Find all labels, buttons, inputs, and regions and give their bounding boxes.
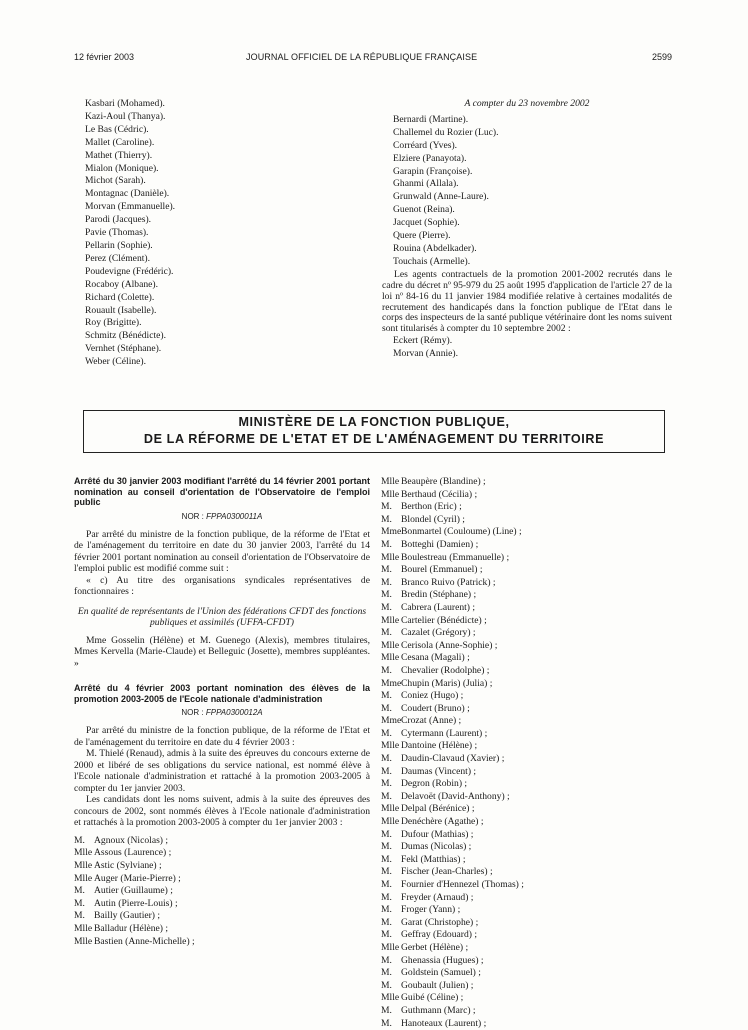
student-title: Mlle bbox=[381, 652, 400, 664]
student-title: M. bbox=[381, 601, 392, 613]
student-title: M. bbox=[74, 885, 85, 897]
top-right-name-list bbox=[382, 114, 672, 269]
name-entry: Roy (Brigitte). bbox=[85, 317, 142, 329]
name-entry: Corréard (Yves). bbox=[393, 139, 458, 151]
student-entry bbox=[381, 766, 661, 779]
name-entry: Rouault (Isabelle). bbox=[85, 304, 157, 316]
name-entry: Guenot (Reina). bbox=[393, 204, 455, 216]
name-entry: Morvan (Emmanuelle). bbox=[85, 201, 176, 213]
name-entry: Kazi-Aoul (Thanya). bbox=[85, 110, 166, 122]
student-name: Botteghi (Damien) ; bbox=[401, 538, 479, 550]
name-entry: Perez (Clément). bbox=[85, 252, 150, 264]
student-entry bbox=[381, 904, 661, 917]
student-entry bbox=[381, 740, 661, 753]
student-name: Crozat (Anne) ; bbox=[401, 715, 462, 727]
ministry-line-1: MINISTÈRE DE LA FONCTION PUBLIQUE, bbox=[238, 415, 510, 429]
student-name: Bourel (Emmanuel) ; bbox=[401, 564, 483, 576]
arrete-2-nor bbox=[74, 707, 370, 720]
student-entry bbox=[381, 564, 661, 577]
student-entry bbox=[381, 1018, 661, 1030]
name-entry: Pellarin (Sophie). bbox=[85, 239, 153, 251]
student-entry bbox=[381, 501, 661, 514]
student-entry bbox=[74, 835, 370, 848]
student-entry bbox=[381, 967, 661, 980]
student-title: M. bbox=[381, 702, 392, 714]
name-entry: Vernhet (Stéphane). bbox=[85, 343, 162, 355]
student-title: Mlle bbox=[381, 488, 400, 500]
name-entry: Elziere (Panayota). bbox=[393, 152, 467, 164]
arrete-1-para-1: Par arrêté du ministre de la fonction publique, de la réforme de l'Etat et de l'aménagement du territoire en date du 30 janvier 2003, l'arrêté du 14 février 2001 portant nomination au conseil d'orientation de l'Observatoire de l'emploi public est modifié comme suit : bbox=[74, 528, 370, 575]
student-name: Coniez (Hugo) ; bbox=[401, 690, 464, 702]
student-name: Coudert (Bruno) ; bbox=[401, 702, 470, 714]
student-name: Denéchère (Agathe) ; bbox=[401, 816, 484, 828]
student-name: Cazalet (Grégory) ; bbox=[401, 627, 476, 639]
student-title: M. bbox=[381, 765, 392, 777]
student-title: Mme bbox=[381, 677, 402, 689]
student-name: Delavoët (David-Anthony) ; bbox=[401, 790, 510, 802]
name-entry: Richard (Colette). bbox=[85, 291, 155, 303]
student-title: Mlle bbox=[381, 816, 400, 828]
student-name: Bastien (Anne-Michelle) ; bbox=[94, 935, 195, 947]
student-entry bbox=[74, 923, 370, 936]
student-name: Ghenassia (Hugues) ; bbox=[401, 954, 484, 966]
student-title: M. bbox=[381, 841, 392, 853]
student-entry bbox=[381, 652, 661, 665]
student-name: Fekl (Matthias) ; bbox=[401, 853, 466, 865]
name-entry: Eckert (Rémy). bbox=[393, 335, 453, 347]
student-title: M. bbox=[381, 879, 392, 890]
student-name: Astic (Sylviane) ; bbox=[94, 859, 162, 871]
student-title: Mlle bbox=[381, 992, 400, 1004]
name-entry: Schmitz (Bénédicte). bbox=[85, 330, 166, 342]
student-entry bbox=[381, 715, 661, 728]
student-title: M. bbox=[381, 627, 392, 639]
student-entry bbox=[74, 898, 370, 911]
student-entry bbox=[381, 703, 661, 716]
student-entry bbox=[381, 829, 661, 842]
student-name: Goldstein (Samuel) ; bbox=[401, 967, 481, 979]
name-entry: Bernardi (Martine). bbox=[393, 113, 469, 125]
left-column bbox=[74, 476, 370, 948]
arrete-1-nor bbox=[74, 511, 370, 524]
student-entry bbox=[381, 728, 661, 741]
student-name: Delpal (Bérénice) ; bbox=[401, 803, 475, 815]
student-name: Hanoteaux (Laurent) ; bbox=[401, 1017, 487, 1029]
name-entry: Rouina (Abdelkader). bbox=[393, 242, 477, 254]
name-entry: Rocaboy (Albane). bbox=[85, 278, 158, 290]
student-title: M. bbox=[381, 904, 392, 916]
student-name: Freyder (Arnaud) ; bbox=[401, 891, 474, 903]
student-title: Mlle bbox=[381, 941, 400, 953]
name-entry: Kasbari (Mohamed). bbox=[85, 98, 165, 109]
student-entry bbox=[381, 892, 661, 905]
student-title: Mlle bbox=[74, 922, 93, 934]
student-entry bbox=[381, 942, 661, 955]
header-date: 12 février 2003 bbox=[74, 52, 135, 62]
student-title: Mlle bbox=[381, 639, 400, 651]
student-name: Dumas (Nicolas) ; bbox=[401, 841, 472, 853]
student-name: Berthaud (Cécilia) ; bbox=[401, 488, 478, 500]
student-title: Mme bbox=[381, 526, 402, 538]
ministry-line-2: DE LA RÉFORME DE L'ETAT ET DE L'AMÉNAGEMENT DU TERRITOIRE bbox=[143, 432, 605, 446]
name-entry: Mialon (Monique). bbox=[85, 162, 159, 174]
student-title: M. bbox=[381, 1004, 392, 1016]
students-list-right bbox=[381, 476, 661, 1030]
student-title: M. bbox=[74, 834, 85, 846]
student-name: Guibé (Céline) ; bbox=[401, 992, 464, 1004]
student-entry bbox=[381, 929, 661, 942]
name-entry: Michot (Sarah). bbox=[85, 175, 146, 187]
student-title: M. bbox=[74, 910, 85, 922]
student-entry bbox=[381, 627, 661, 640]
student-name: Bredin (Stéphane) ; bbox=[401, 589, 477, 601]
student-entry bbox=[381, 841, 661, 854]
name-entry: Challemel du Rozier (Luc). bbox=[393, 126, 499, 138]
student-title: Mlle bbox=[74, 872, 93, 884]
student-title: M. bbox=[381, 538, 392, 550]
student-title: Mlle bbox=[381, 614, 400, 626]
ministry-banner bbox=[83, 410, 665, 453]
student-name: Cartelier (Bénédicte) ; bbox=[401, 614, 487, 626]
arrete-2-title: Arrêté du 4 février 2003 portant nomination des élèves de la promotion 2003-2005 de l'Ecole nationale d'administration bbox=[74, 683, 370, 704]
student-name: Daumas (Vincent) ; bbox=[401, 765, 477, 777]
student-name: Cytermann (Laurent) ; bbox=[401, 727, 488, 739]
student-entry bbox=[381, 753, 661, 766]
student-entry bbox=[381, 577, 661, 590]
student-name: Goubault (Julien) ; bbox=[401, 979, 474, 991]
student-title: M. bbox=[381, 501, 392, 513]
student-title: M. bbox=[381, 564, 392, 576]
student-entry bbox=[381, 690, 661, 703]
student-entry bbox=[381, 539, 661, 552]
student-title: M. bbox=[381, 790, 392, 802]
student-entry bbox=[381, 791, 661, 804]
student-name: Gerbet (Hélène) ; bbox=[401, 941, 469, 953]
student-name: Froger (Yann) ; bbox=[401, 904, 461, 916]
student-entry bbox=[381, 552, 661, 565]
student-entry bbox=[74, 873, 370, 886]
student-title: Mme bbox=[381, 715, 402, 727]
name-entry: Jacquet (Sophie). bbox=[393, 217, 460, 229]
student-entry bbox=[381, 665, 661, 678]
student-entry bbox=[381, 803, 661, 816]
student-name: Blondel (Cyril) ; bbox=[401, 513, 465, 525]
subheading-date: A compter du 23 novembre 2002 bbox=[464, 98, 590, 109]
student-name: Garat (Christophe) ; bbox=[401, 916, 479, 928]
student-entry bbox=[381, 866, 661, 879]
student-name: Branco Ruivo (Patrick) ; bbox=[401, 576, 496, 588]
student-name: Boulestreau (Emmanuelle) ; bbox=[401, 551, 510, 563]
student-name: Daudin-Clavaud (Xavier) ; bbox=[401, 753, 505, 765]
student-entry bbox=[74, 860, 370, 873]
student-entry bbox=[381, 778, 661, 791]
student-entry bbox=[74, 936, 370, 949]
nor-code: FPPA0300011A bbox=[206, 511, 263, 521]
student-name: Degron (Robin) ; bbox=[401, 778, 468, 790]
student-entry bbox=[381, 678, 661, 691]
name-entry: Morvan (Annie). bbox=[393, 348, 459, 360]
student-title: Mlle bbox=[74, 935, 93, 947]
student-title: M. bbox=[381, 828, 392, 840]
top-right-section bbox=[382, 98, 672, 361]
top-left-name-list bbox=[85, 98, 345, 369]
student-name: Bailly (Gautier) ; bbox=[94, 910, 161, 922]
student-title: Mlle bbox=[381, 476, 400, 487]
name-entry: Parodi (Jacques). bbox=[85, 214, 152, 226]
student-title: M. bbox=[381, 891, 392, 903]
student-entry bbox=[381, 1005, 661, 1018]
nor-label: NOR : bbox=[181, 511, 204, 521]
student-entry bbox=[381, 526, 661, 539]
student-name: Dufour (Mathias) ; bbox=[401, 828, 474, 840]
student-entry bbox=[74, 910, 370, 923]
student-entry bbox=[74, 847, 370, 860]
agents-paragraph: Les agents contractuels de la promotion 2001-2002 recrutés dans le cadre du décret nº 95-979 du 25 août 1995 d'application de l'article 27 de la loi nº 84-16 du 11 janvier 1984 modifiée relative à certaines modalités de recrutement des handicapés dans la fonction publique de l'Etat dans le corps des inspecteurs de la santé publique vétérinaire dont les noms suivent sont titularisés à compter du 10 septembre 2002 : bbox=[382, 268, 672, 335]
student-title: M. bbox=[381, 1017, 392, 1029]
student-name: Autier (Guillaume) ; bbox=[94, 885, 173, 897]
student-title: M. bbox=[381, 916, 392, 928]
student-name: Bonmartel (Couloume) (Line) ; bbox=[401, 526, 522, 538]
student-entry bbox=[381, 955, 661, 968]
student-title: M. bbox=[381, 929, 392, 941]
arrete-2-para-3: Les candidats dont les noms suivent, admis à la suite des épreuves des concours de 2002, sont nommés élèves à l'Ecole nationale d'administration et rattachés à la promotion 2003-2005 à compter du 1er janvier 2003 : bbox=[74, 794, 370, 829]
student-name: Assous (Laurence) ; bbox=[94, 847, 172, 859]
student-entry bbox=[74, 885, 370, 898]
arrete-2-para-1: Par arrêté du ministre de la fonction publique, de la réforme de l'Etat et de l'aménagement du territoire en date du 4 février 2003 : bbox=[74, 725, 370, 748]
name-entry: Montagnac (Danièle). bbox=[85, 188, 170, 200]
student-title: M. bbox=[381, 866, 392, 878]
student-name: Chevalier (Rodolphe) ; bbox=[401, 664, 490, 676]
student-name: Beaupère (Blandine) ; bbox=[401, 476, 486, 487]
student-name: Fournier d'Hennezel (Thomas) ; bbox=[401, 879, 524, 890]
student-entry bbox=[381, 640, 661, 653]
student-entry bbox=[381, 476, 661, 489]
student-name: Dantoine (Hélène) ; bbox=[401, 740, 478, 752]
student-entry bbox=[381, 917, 661, 930]
arrete-1-para-3: Mme Gosselin (Hélène) et M. Guenego (Alexis), membres titulaires, Mmes Kervella (Marie-Claude) et Belleguic (Josette), membres suppléantes. » bbox=[74, 634, 370, 669]
student-title: M. bbox=[381, 778, 392, 790]
student-name: Fischer (Jean-Charles) ; bbox=[401, 866, 493, 878]
name-entry: Weber (Céline). bbox=[85, 356, 147, 368]
student-name: Autin (Pierre-Louis) ; bbox=[94, 897, 178, 909]
student-title: M. bbox=[381, 979, 392, 991]
student-entry bbox=[381, 602, 661, 615]
student-title: M. bbox=[381, 664, 392, 676]
student-name: Auger (Marie-Pierre) ; bbox=[94, 872, 181, 884]
name-entry: Mathet (Thierry). bbox=[85, 149, 153, 161]
student-entry bbox=[381, 489, 661, 502]
student-name: Guthmann (Marc) ; bbox=[401, 1004, 476, 1016]
name-entry: Quere (Pierre). bbox=[393, 230, 451, 242]
student-name: Chupin (Maris) (Julia) ; bbox=[401, 677, 493, 689]
arrete-1-italic-heading: En qualité de représentants de l'Union des fédérations CFDT des fonctions publiques et assimilés (UFFA-CFDT) bbox=[77, 605, 367, 629]
student-title: Mlle bbox=[381, 551, 400, 563]
nor-code: FPPA0300012A bbox=[205, 708, 263, 718]
nor-label: NOR : bbox=[181, 708, 204, 718]
name-entry: Pavie (Thomas). bbox=[85, 227, 149, 239]
arrete-1-title: Arrêté du 30 janvier 2003 modifiant l'arrêté du 14 février 2001 portant nomination au conseil d'orientation de l'Observatoire de l'emploi public bbox=[74, 476, 370, 508]
student-title: Mlle bbox=[381, 740, 400, 752]
student-title: M. bbox=[381, 690, 392, 702]
student-entry bbox=[381, 615, 661, 628]
name-entry: Le Bas (Cédric). bbox=[85, 123, 149, 135]
student-name: Cabrera (Laurent) ; bbox=[401, 601, 476, 613]
header-journal-title: JOURNAL OFFICIEL DE LA RÉPUBLIQUE FRANÇAISE bbox=[246, 52, 478, 62]
header-page-number: 2599 bbox=[652, 52, 673, 62]
student-title: M. bbox=[381, 967, 392, 979]
name-entry: Touchais (Armelle). bbox=[393, 255, 471, 267]
student-entry bbox=[381, 980, 661, 993]
student-title: M. bbox=[381, 727, 392, 739]
student-name: Geffray (Edouard) ; bbox=[401, 929, 478, 941]
student-entry bbox=[381, 816, 661, 829]
student-name: Berthon (Eric) ; bbox=[401, 501, 462, 513]
students-list-left bbox=[74, 835, 370, 948]
student-entry bbox=[381, 589, 661, 602]
student-title: M. bbox=[381, 753, 392, 765]
name-entry: Grunwald (Anne-Laure). bbox=[393, 191, 489, 203]
student-title: M. bbox=[381, 576, 392, 588]
student-title: M. bbox=[381, 513, 392, 525]
name-entry: Garapin (Françoise). bbox=[393, 165, 473, 177]
name-entry: Poudevigne (Frédéric). bbox=[85, 265, 174, 277]
student-title: M. bbox=[74, 897, 85, 909]
student-name: Cesana (Magali) ; bbox=[401, 652, 470, 664]
student-name: Cerisola (Anne-Sophie) ; bbox=[401, 639, 498, 651]
student-entry bbox=[381, 514, 661, 527]
student-entry bbox=[381, 854, 661, 867]
student-name: Balladur (Hélène) ; bbox=[94, 922, 169, 934]
student-entry bbox=[381, 879, 661, 892]
name-entry: Ghanmi (Allala). bbox=[393, 178, 459, 190]
arrete-1-para-2: « c) Au titre des organisations syndicales représentatives de fonctionnaires : bbox=[74, 574, 370, 598]
student-name: Agnoux (Nicolas) ; bbox=[94, 834, 169, 846]
name-entry: Mallet (Caroline). bbox=[85, 136, 155, 148]
student-title: M. bbox=[381, 954, 392, 966]
student-title: Mlle bbox=[74, 859, 93, 871]
student-title: Mlle bbox=[381, 803, 400, 815]
student-title: Mlle bbox=[74, 847, 93, 859]
titularised-name-list bbox=[382, 335, 672, 361]
arrete-2-para-2: M. Thielé (Renaud), admis à la suite des épreuves du concours externe de 2000 et libéré de ses obligations du service national, est nommé élève à l'Ecole nationale d'administration et rattaché à la promotion 2003-2005 à compter du 1er janvier 2003. bbox=[74, 748, 370, 794]
student-entry bbox=[381, 992, 661, 1005]
student-title: M. bbox=[381, 589, 392, 601]
student-title: M. bbox=[381, 853, 392, 865]
